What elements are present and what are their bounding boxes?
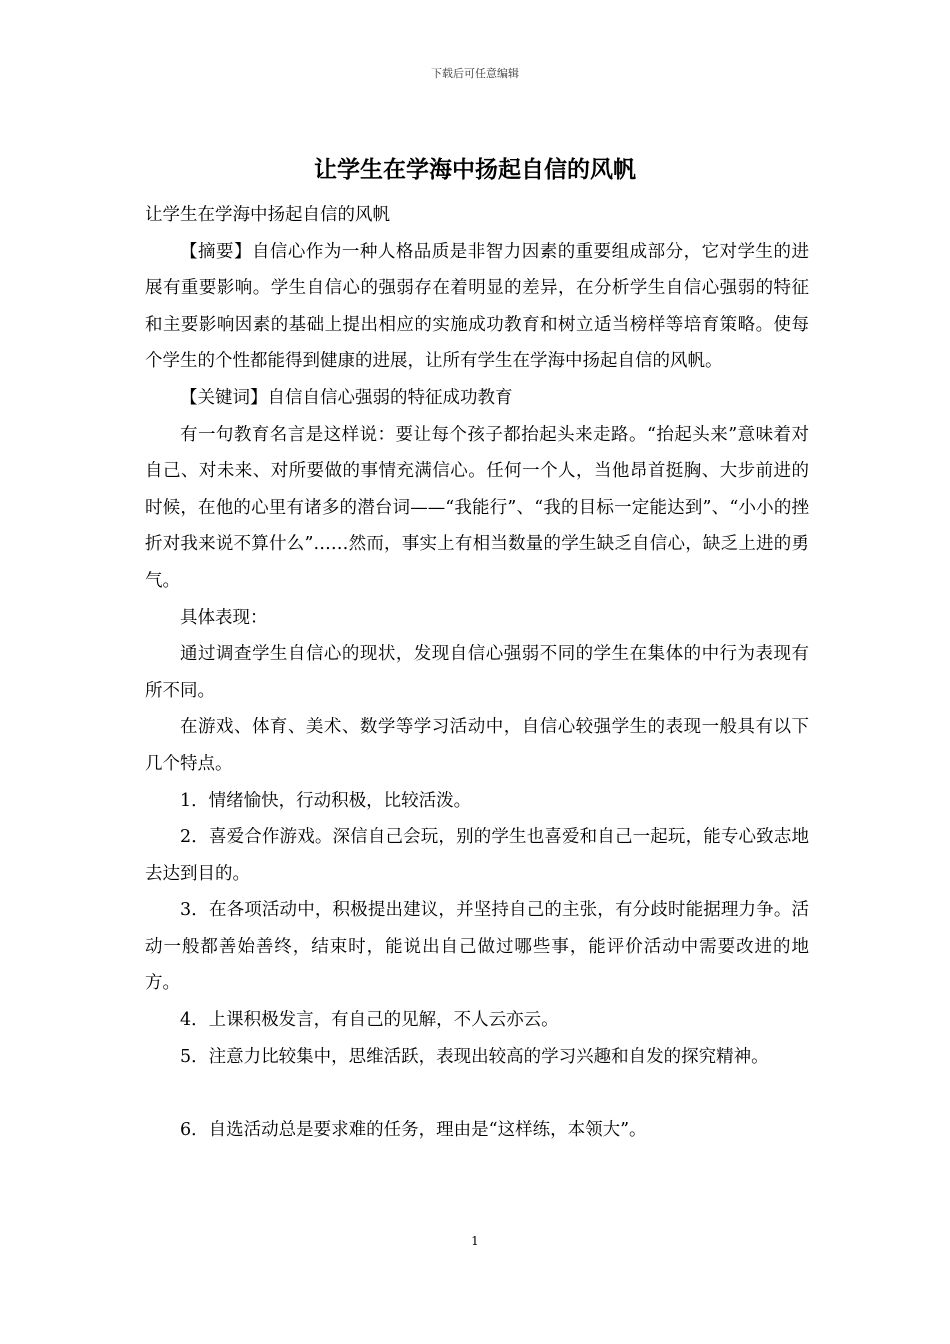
document-subtitle: 让学生在学海中扬起自信的风帆 xyxy=(145,205,390,225)
abstract-paragraph: 【摘要】自信心作为一种人格品质是非智力因素的重要组成部分，它对学生的进展有重要影响。学生自信心的强弱存在着明显的差异，在分析学生自信心强弱的特征和主要影响因素的基础上提出相应的实施成功教育和树立适当榜样等培育策略。使每个学生的个性都能得到健康的进展，让所有学生在学海中扬起自信的风帆。 xyxy=(145,241,809,372)
list-item-4: 4．上课积极发言，有自己的见解，不人云亦云。 xyxy=(180,1010,559,1031)
document-body xyxy=(145,197,809,1148)
list-item-3: 3．在各项活动中，积极提出建议，并坚持自己的主张，有分歧时能据理力争。活动一般都善始善终，结束时，能说出自己做过哪些事，能评价活动中需要改进的地方。 xyxy=(145,900,809,994)
list-item-6: 6．自选活动总是要求难的任务，理由是“这样练，本领大”。 xyxy=(180,1119,647,1140)
paragraph-gap xyxy=(145,1075,809,1112)
keywords-paragraph: 【关键词】自信自信心强弱的特征成功教育 xyxy=(180,387,513,408)
body-paragraph-manifestation: 具体表现： xyxy=(180,607,268,628)
body-paragraph-survey: 通过调查学生自信心的现状，发现自信心强弱不同的学生在集体的中行为表现有所不同。 xyxy=(145,644,809,701)
page-number: 1 xyxy=(471,1234,479,1248)
document-title: 让学生在学海中扬起自信的风帆 xyxy=(314,157,636,183)
body-paragraph-features: 在游戏、体育、美术、数学等学习活动中，自信心较强学生的表现一般具有以下几个特点。 xyxy=(145,717,809,774)
body-paragraph-intro: 有一句教育名言是这样说：要让每个孩子都抬起头来走路。“抬起头来”意味着对自己、对未来、对所要做的事情充满信心。任何一个人，当他昂首挺胸、大步前进的时候，在他的心里有诸多的潜台词——“我能行”、“我的目标一定能达到”、“小小的挫折对我来说不算什么”……然而，事实上有相当数量的学生缺乏自信心，缺乏上进的勇气。 xyxy=(145,424,809,591)
list-item-5: 5．注意力比较集中，思维活跃，表现出较高的学习兴趣和自发的探究精神。 xyxy=(180,1046,769,1067)
list-item-2: 2．喜爱合作游戏。深信自己会玩，别的学生也喜爱和自己一起玩，能专心致志地去达到目的。 xyxy=(145,827,809,884)
list-item-1: 1．情绪愉快，行动积极，比较活泼。 xyxy=(180,790,472,811)
header-note: 下载后可任意编辑 xyxy=(431,67,519,80)
